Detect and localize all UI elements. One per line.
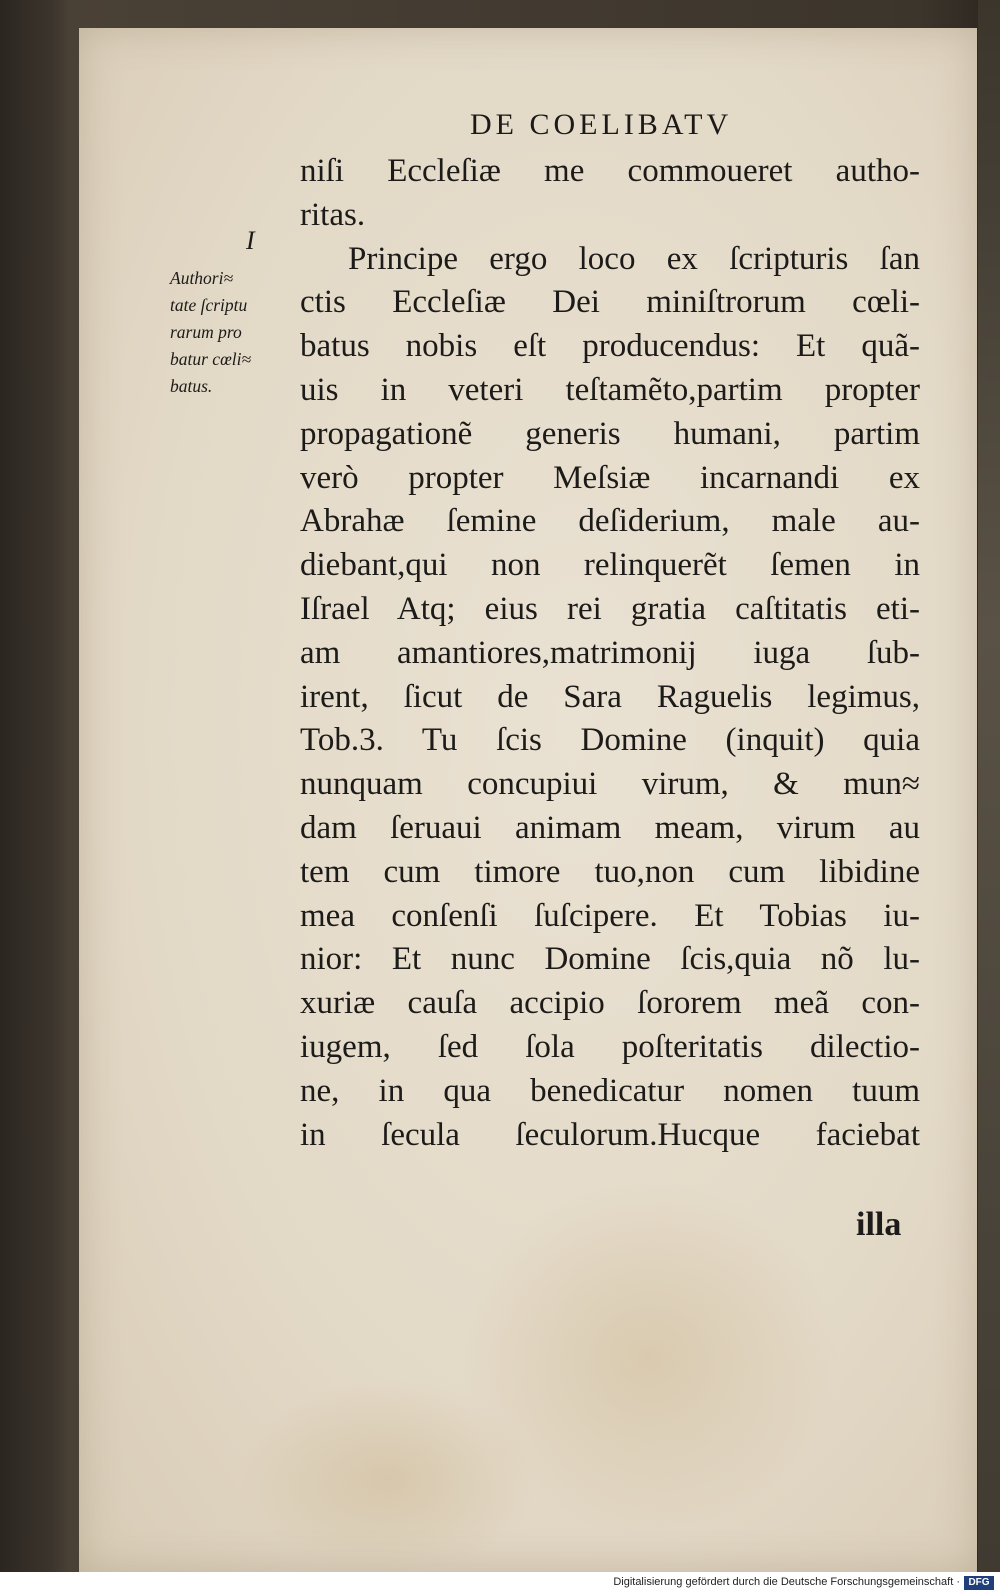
margin-note-line: batur cœli≈ [170, 349, 252, 369]
text-line: diebant,qui non relinquerẽt ſemen in [300, 547, 920, 584]
text-line: nior: Et nunc Domine ſcis,quia nõ lu- [300, 941, 920, 978]
margin-note-line: tate ſcriptu [170, 295, 248, 315]
text-line: batus nobis eſt producendus: Et quã- [300, 328, 920, 365]
text-line: xuriæ cauſa accipio ſororem meã con- [300, 985, 920, 1022]
text-line: nunquam concupiui virum, & mun≈ [300, 766, 920, 803]
text-line: tem cum timore tuo,non cum libidine [300, 853, 920, 890]
text-line: iugem, ſed ſola poſteritatis dilectio- [300, 1028, 920, 1065]
body-text [300, 150, 920, 1157]
text-line: propagationẽ generis humani, partim [300, 415, 920, 452]
text-line: Principe ergo loco ex ſcripturis ſan [348, 240, 920, 277]
text-line: Iſrael Atq; eius rei gratia caſtitatis eti- [300, 590, 920, 627]
margin-note-line: batus. [170, 376, 213, 396]
margin-section-number: I [246, 226, 255, 255]
text-line: irent, ſicut de Sara Raguelis legimus, [300, 678, 920, 715]
dfg-logo: DFG [964, 1576, 994, 1590]
running-head: DE COELIBATV [470, 108, 733, 141]
margin-note-line: Authori≈ [170, 268, 234, 288]
text-line: Tob.3. Tu ſcis Domine (inquit) quia [300, 722, 920, 759]
text-line: verò propter Meſsiæ incarnandi ex [300, 459, 920, 496]
margin-note [170, 265, 300, 400]
footer-credit: Digitalisierung gefördert durch die Deutsche Forschungsgemeinschaft · [613, 1576, 960, 1588]
text-line: ctis Eccleſiæ Dei miniſtrorum cœli- [300, 284, 920, 321]
text-line: uis in veteri teſtamẽto,partim propter [300, 371, 920, 408]
text-line: Abrahæ ſemine deſiderium, male au- [300, 503, 920, 540]
margin-note-line: rarum pro [170, 322, 242, 342]
text-line: dam ſeruaui animam meam, virum au [300, 809, 920, 846]
water-stain [239, 1378, 539, 1578]
text-line: ne, in qua benedicatur nomen tuum [300, 1072, 920, 1109]
text-line: niſi Eccleſiæ me commoueret autho- [300, 153, 920, 189]
text-line: am amantiores,matrimonij iuga ſub- [300, 634, 920, 671]
text-line: ritas. [300, 196, 366, 233]
book-edge [978, 0, 1000, 1572]
text-line: in ſecula ſeculorum.Hucque faciebat [300, 1116, 920, 1153]
catchword: illa [856, 1206, 902, 1243]
text-line: mea conſenſi ſuſcipere. Et Tobias iu- [300, 897, 920, 934]
